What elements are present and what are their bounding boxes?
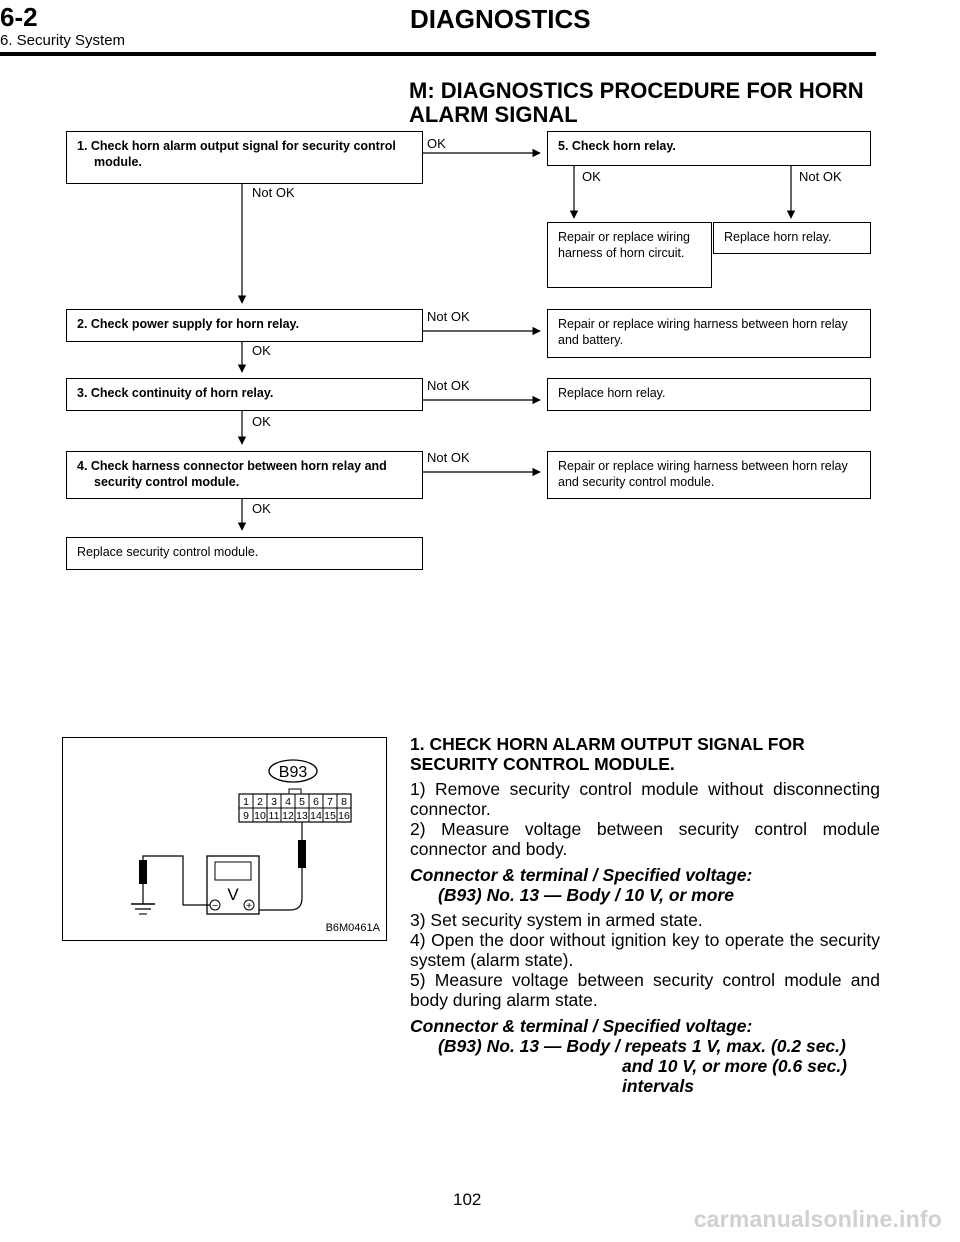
label-ok-1: OK [427,136,446,151]
instruction-2: 2) Measure voltage between security control module connector and body. [410,819,880,859]
replace-horn-relay-box-a: Replace horn relay. [713,222,871,254]
instruction-5: 5) Measure voltage between security control module and body during alarm state. [410,970,880,1010]
connector-label-text: B93 [278,764,308,781]
subsection-title: 6. Security System [0,32,126,49]
connector-pin: 10 [254,810,266,822]
label-ok-3: OK [252,414,271,429]
label-ok-4: OK [252,501,271,516]
connector-pin: 4 [285,796,291,808]
connector-pin: 5 [299,796,305,808]
repair-horn-circuit-box: Repair or replace wiring harness of horn circuit. [547,222,712,288]
connector-pin: 7 [327,796,333,808]
step-1-box: 1. Check horn alarm output signal for security control module. [66,131,423,184]
instruction-1: 1) Remove security control module without disconnecting connector. [410,779,880,819]
step-5-box: 5. Check horn relay. [547,131,871,166]
voltmeter-symbol: V [227,885,239,904]
step-2-box: 2. Check power supply for horn relay. [66,309,423,342]
spec-1: Connector & terminal / Specified voltage: (B93) No. 13 — Body / 10 V, or more [410,865,753,905]
step-heading: 1. CHECK HORN ALARM OUTPUT SIGNAL FOR SECURITY CONTROL MODULE. [410,734,805,774]
wiring-illustration [63,738,386,940]
instruction-3: 3) Set security system in armed state. [410,910,703,930]
voltmeter-display [215,862,251,880]
repair-relay-module-box: Repair or replace wiring harness between horn relay and security control module. [547,451,871,499]
connector-pin: 13 [296,810,308,822]
footer-watermark-url[interactable]: carmanualsonline.info [693,1206,942,1232]
flowchart-connectors [0,0,960,600]
label-not-ok-5: Not OK [799,169,842,184]
svg-text:−: − [212,901,218,912]
label-not-ok-1: Not OK [252,185,295,200]
label-ok-5: OK [582,169,601,184]
connector-pin: 12 [282,810,294,822]
spec-2: Connector & terminal / Specified voltage: (B93) No. 13 — Body / repeats 1 V, max. (0.2 sec.) and 10 V, or more (0.6 sec.) intervals [410,1016,848,1096]
connector-pin: 9 [243,810,249,822]
section-number: 6-2 [0,2,38,32]
procedure-body [410,734,880,1096]
step-4-box: 4. Check harness connector between horn relay and security control module. [66,451,423,499]
replace-module-box: Replace security control module. [66,537,423,570]
connector-pin: 6 [313,796,319,808]
connector-pin: 3 [271,796,277,808]
connector-pin: 8 [341,796,347,808]
repair-relay-battery-box: Repair or replace wiring harness between horn relay and battery. [547,309,871,358]
test-probe-negative [139,860,147,884]
label-ok-2: OK [252,343,271,358]
replace-horn-relay-box-b: Replace horn relay. [547,378,871,411]
connector-pin: 11 [268,810,280,822]
label-not-ok-3: Not OK [427,378,470,393]
connector-latch [289,789,301,794]
connector-pin: 16 [338,810,350,822]
figure-id: B6M0461A [325,922,380,934]
page-number: 102 [453,1190,482,1209]
step-3-box: 3. Check continuity of horn relay. [66,378,423,411]
connector-pin: 14 [310,810,322,822]
label-not-ok-2: Not OK [427,309,470,324]
svg-text:+: + [246,901,252,912]
connector-pin: 2 [257,796,263,808]
procedure-title: M: DIAGNOSTICS PROCEDURE FOR HORN ALARM SIGNAL [409,78,864,127]
connector-diagram [62,737,387,941]
instruction-4: 4) Open the door without ignition key to operate the security system (alarm state). [410,930,880,970]
section-title: DIAGNOSTICS [410,4,591,34]
test-probe-positive [298,840,306,868]
connector-pin: 15 [324,810,336,822]
label-not-ok-4: Not OK [427,450,470,465]
connector-pin: 1 [243,796,249,808]
